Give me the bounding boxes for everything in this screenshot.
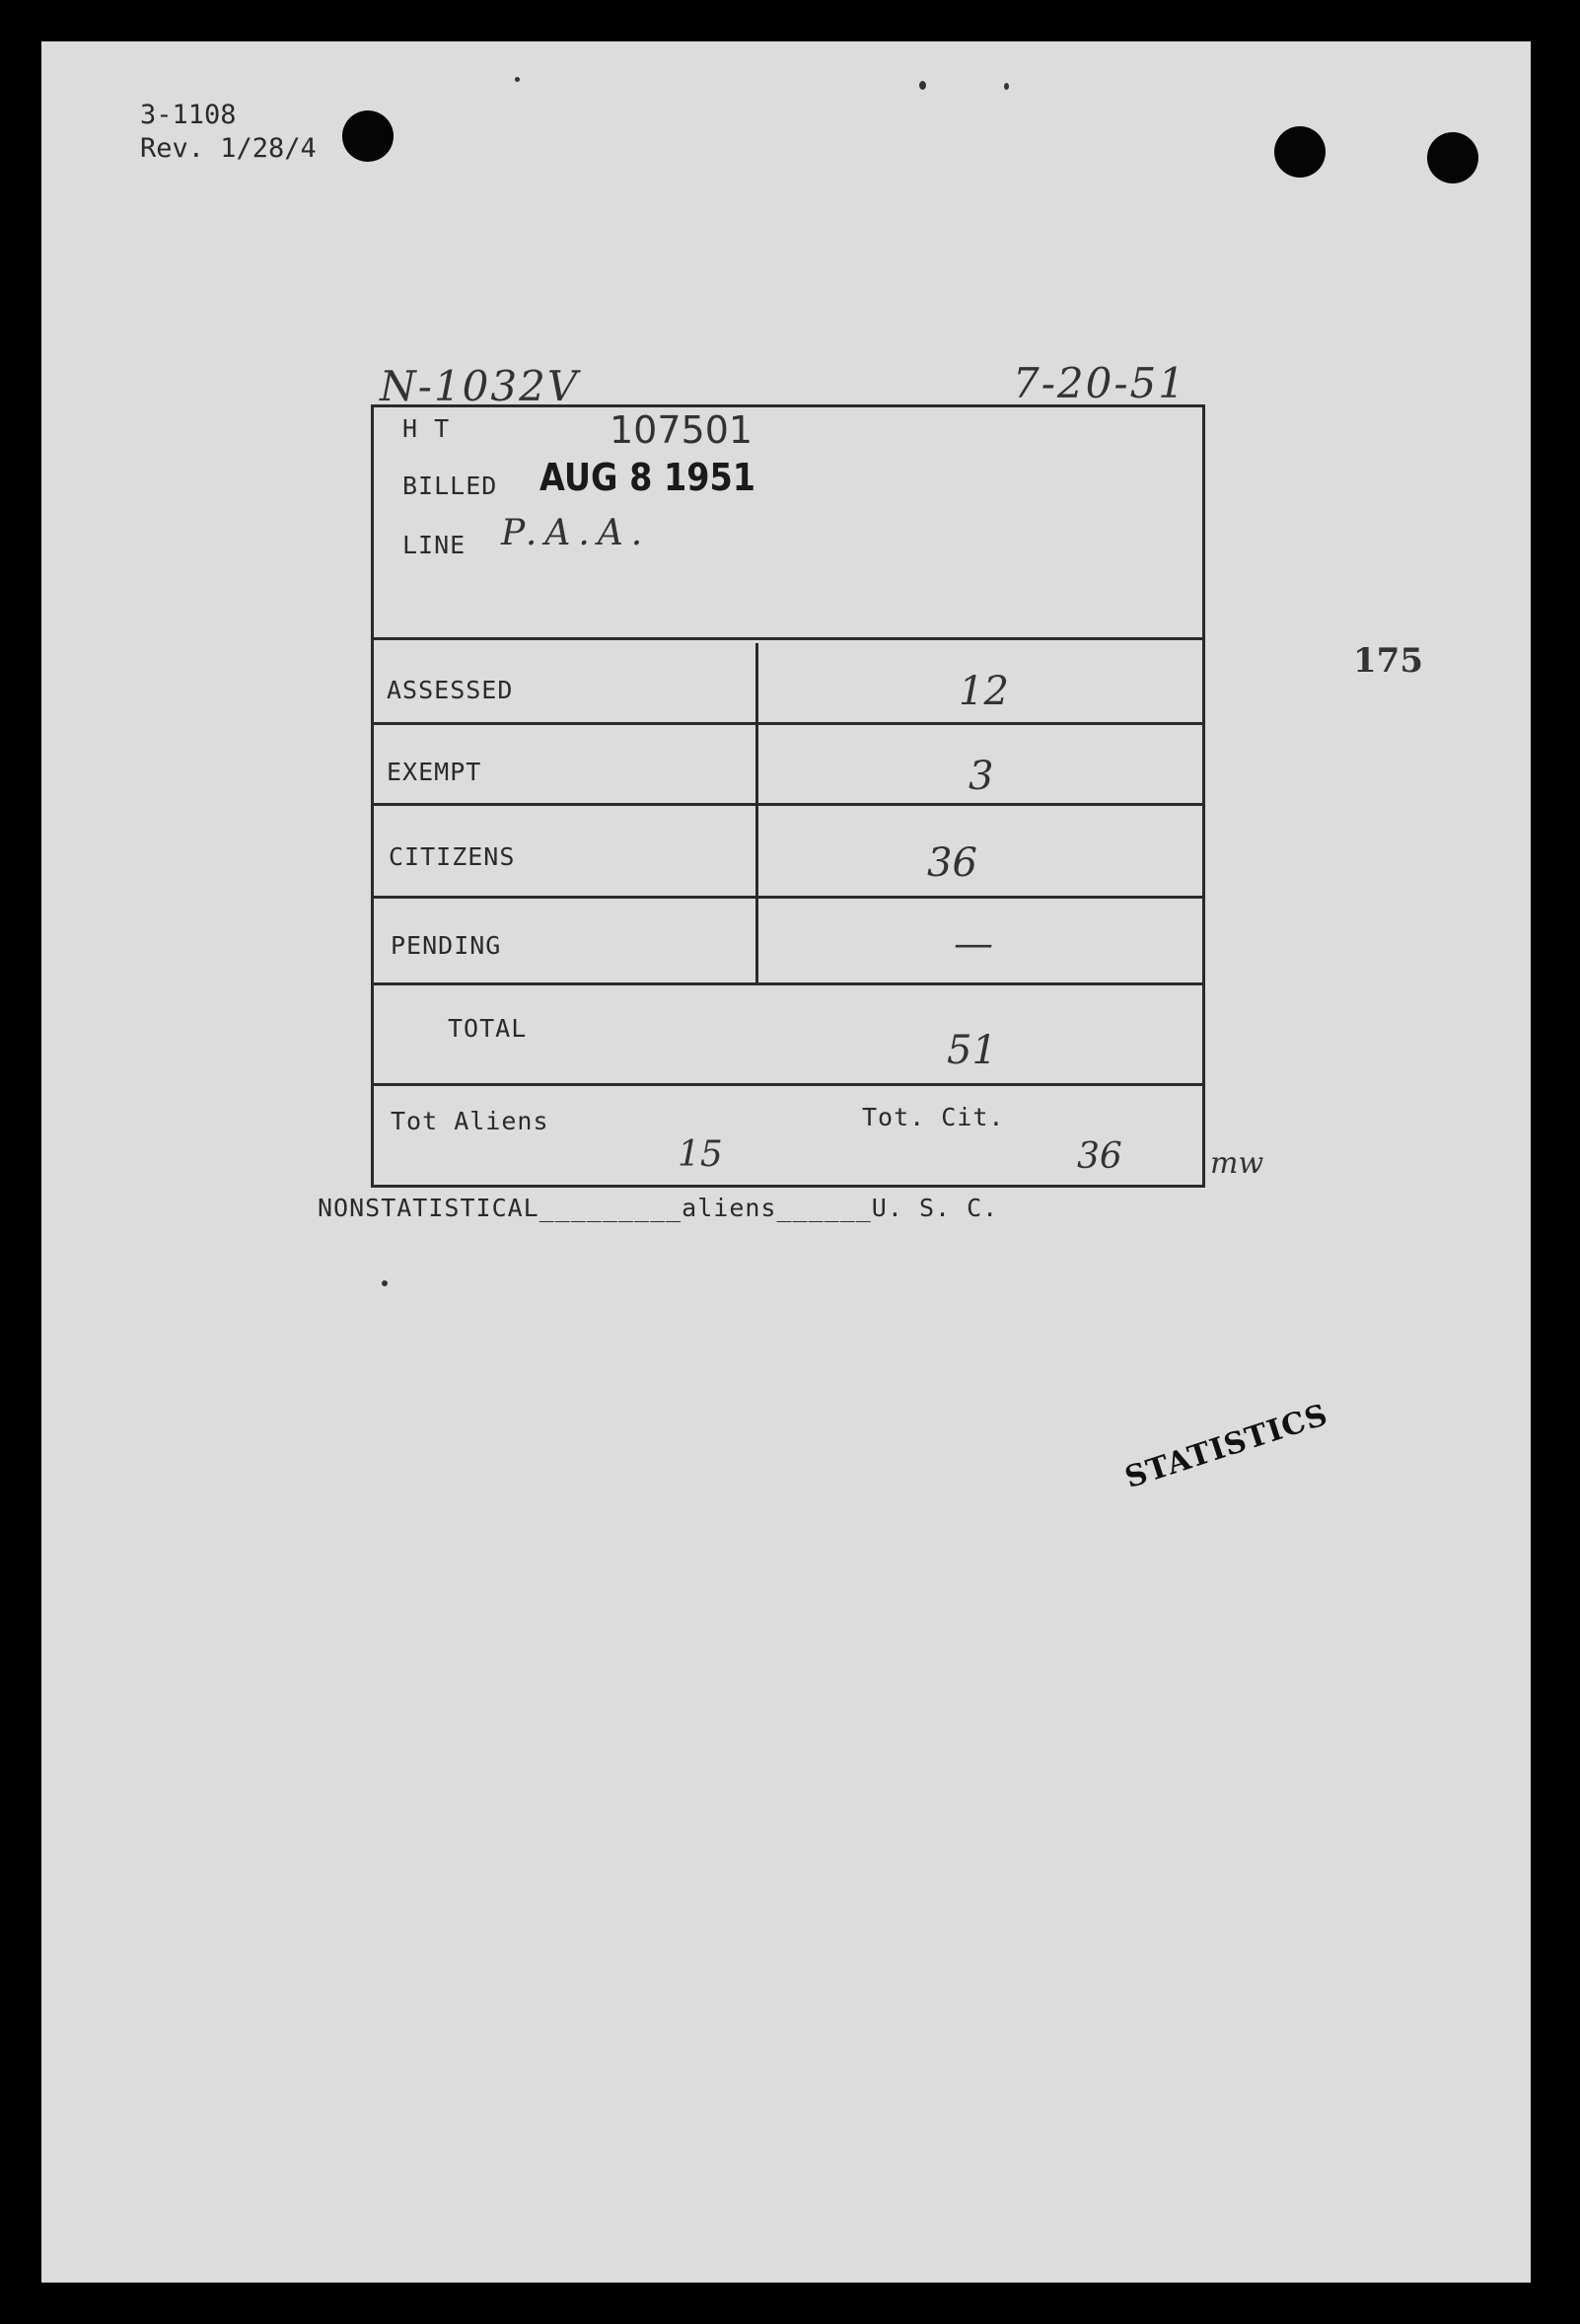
total-citizens-value: 36 <box>1077 1136 1122 1177</box>
total-label: TOTAL <box>448 1014 528 1043</box>
nonstatistical-line: NONSTATISTICAL_________aliens______U. S. C. <box>318 1194 999 1222</box>
handwritten-initials: mw <box>1210 1146 1264 1181</box>
punch-hole-right <box>1427 132 1478 183</box>
row-value-pending: — <box>954 921 993 967</box>
form-number-line-2: Rev. 1/28/4 <box>140 133 317 164</box>
line-value: P.A.A. <box>501 513 651 553</box>
divider <box>371 803 1205 806</box>
divider <box>371 896 1205 899</box>
ht-number-stamp: 107501 <box>610 408 754 452</box>
form-number <box>140 99 317 166</box>
row-label-assessed: ASSESSED <box>387 676 514 704</box>
divider <box>371 637 1205 640</box>
divider <box>371 982 1205 985</box>
punch-hole-middle <box>1274 126 1326 178</box>
row-value-assessed: 12 <box>959 669 1009 714</box>
form-number-line-1: 3-1108 <box>140 100 237 130</box>
page-number: 175 <box>1353 641 1423 681</box>
total-citizens-label: Tot. Cit. <box>862 1103 1005 1131</box>
ht-label: H T <box>402 414 451 443</box>
divider <box>371 1083 1205 1086</box>
row-value-exempt: 3 <box>969 754 994 799</box>
document-page <box>41 41 1531 2283</box>
handwritten-date: 7-20-51 <box>1013 359 1186 407</box>
total-aliens-value: 15 <box>678 1134 723 1175</box>
divider <box>371 722 1205 725</box>
speck <box>515 77 520 82</box>
speck <box>1004 83 1009 90</box>
tally-form <box>371 404 1205 1188</box>
billed-date-stamp: AUG 8 1951 <box>539 456 756 499</box>
speck <box>382 1280 388 1286</box>
billed-label: BILLED <box>402 472 498 500</box>
row-label-pending: PENDING <box>391 931 502 960</box>
column-divider <box>755 643 758 982</box>
line-label: LINE <box>402 531 467 559</box>
speck <box>919 81 926 90</box>
row-label-citizens: CITIZENS <box>389 842 516 871</box>
row-label-exempt: EXEMPT <box>387 758 482 786</box>
total-value: 51 <box>947 1028 997 1073</box>
total-aliens-label: Tot Aliens <box>391 1107 549 1135</box>
row-value-citizens: 36 <box>927 840 977 886</box>
statistics-stamp: STATISTICS <box>1120 1397 1332 1496</box>
handwritten-document-number: N-1032V <box>380 362 580 410</box>
punch-hole-left <box>342 110 394 162</box>
